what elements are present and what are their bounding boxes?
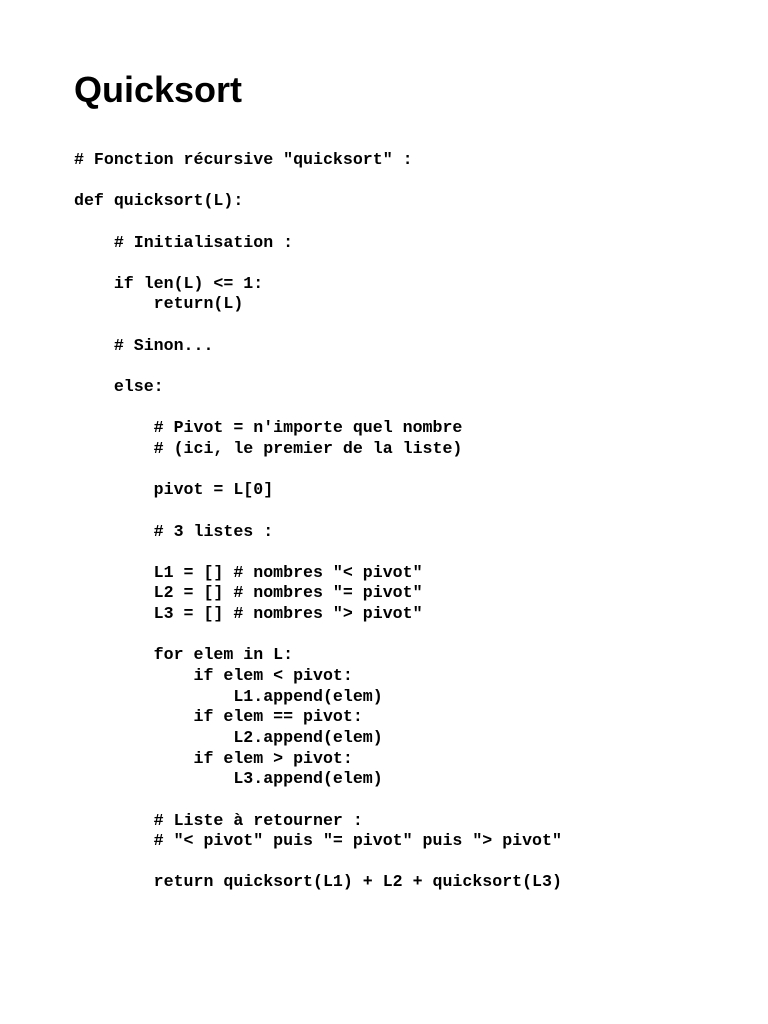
code-line: for elem in L: (74, 645, 294, 665)
code-line (74, 460, 562, 481)
code-line (74, 852, 562, 873)
code-line: # (ici, le premier de la liste) (74, 438, 463, 458)
code-line: L2 = [] # nombres "= pivot" (74, 583, 423, 603)
code-line: if elem < pivot: (74, 666, 353, 686)
code-line: L1 = [] # nombres "< pivot" (74, 562, 423, 582)
code-line: # Initialisation : (74, 232, 294, 252)
code-line: return quicksort(L1) + L2 + quicksort(L3) (74, 872, 562, 892)
code-line: else: (74, 377, 164, 397)
code-line: return(L) (74, 294, 244, 314)
code-line: # Fonction récursive "quicksort" : (74, 150, 413, 169)
code-line (74, 212, 562, 233)
code-line: # Liste à retourner : (74, 810, 363, 830)
code-line: L1.append(elem) (74, 686, 383, 706)
page-title: Quicksort (74, 69, 243, 110)
code-line (74, 253, 562, 274)
code-line (74, 625, 562, 646)
code-line: # 3 listes : (74, 521, 274, 541)
code-line (74, 356, 562, 377)
code-line: def quicksort(L): (74, 191, 244, 211)
code-line (74, 501, 562, 522)
code-line: L3 = [] # nombres "> pivot" (74, 604, 423, 624)
code-line: if elem > pivot: (74, 748, 353, 768)
code-line: if len(L) <= 1: (74, 273, 264, 293)
code-line (74, 171, 562, 192)
code-line: pivot = L[0] (74, 480, 274, 500)
code-block (74, 150, 562, 893)
code-line (74, 542, 562, 563)
code-line: # Sinon... (74, 335, 214, 355)
code-line: # "< pivot" puis "= pivot" puis "> pivot" (74, 831, 562, 851)
code-line: # Pivot = n'importe quel nombre (74, 418, 463, 438)
code-line (74, 315, 562, 336)
code-line: if elem == pivot: (74, 707, 363, 727)
code-line: L2.append(elem) (74, 727, 383, 747)
code-line (74, 790, 562, 811)
code-line: L3.append(elem) (74, 769, 383, 789)
code-line (74, 398, 562, 419)
